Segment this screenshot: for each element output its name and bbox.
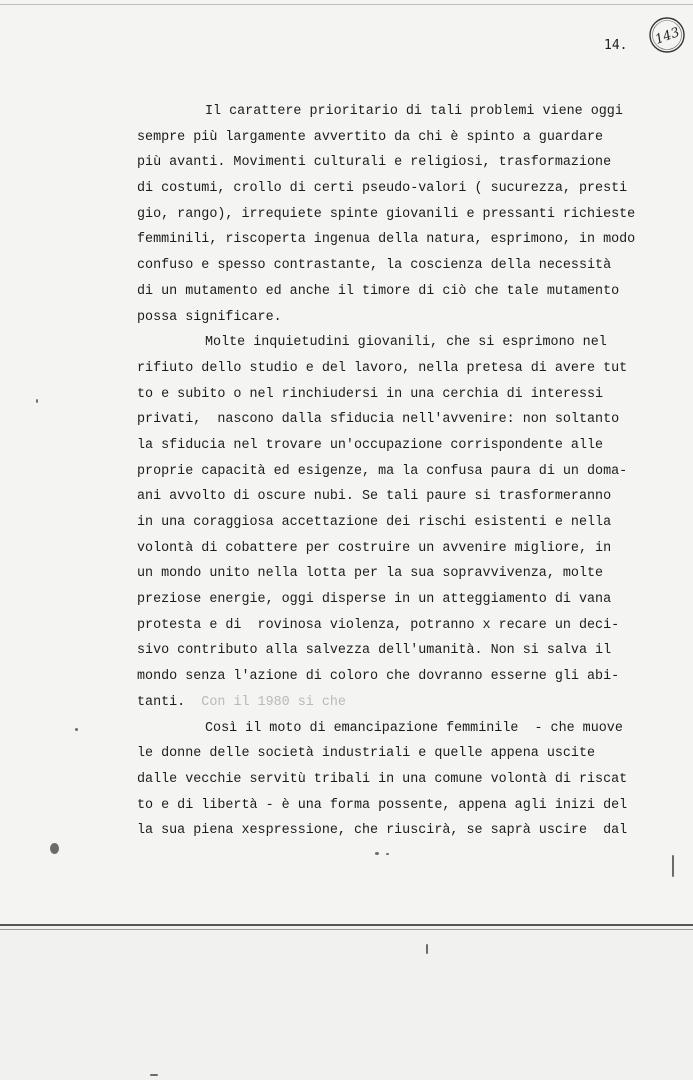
text-line-with-overstrike (137, 690, 667, 716)
stamp-number: 143 (653, 25, 682, 48)
text-line: un mondo unito nella lotta per la sua sopravvivenza, molte (137, 566, 604, 582)
body-text (137, 99, 667, 844)
text-line: di costumi, crollo di certi pseudo-valori ( sucurezza, presti (137, 181, 628, 197)
text-line: di un mutamento ed anche il timore di ciò che tale mutamento (137, 283, 620, 299)
text-line: dalle vecchie servitù tribali in una comune volontà di riscat (137, 771, 628, 787)
text-line: to e di libertà - è una forma possente, appena agli inizi del (137, 797, 628, 813)
top-edge-rule (0, 4, 693, 5)
page-number: 14. (604, 38, 628, 53)
underlying-sheet (0, 926, 693, 1080)
text-line-end: tanti. (137, 694, 186, 710)
text-line: le donne delle società industriali e quelle appena uscite (137, 746, 596, 762)
archive-stamp (648, 16, 686, 54)
margin-blemish (672, 855, 674, 877)
text-line: preziose energie, oggi disperse in un atteggiamento di vana (137, 592, 612, 608)
text-line: sivo contributo alla salvezza dell'umanità. Non si salva il (137, 643, 612, 659)
text-line: la sua piena xespressione, che riuscirà, se saprà uscire dal (137, 823, 628, 839)
text-line: femminili, riscoperta ingenua della natura, esprimono, in modo (137, 232, 636, 248)
text-line: ani avvolto di oscure nubi. Se tali paure si trasformeranno (137, 489, 612, 505)
sheet-edge-rule-secondary (0, 929, 693, 930)
margin-blemish (75, 728, 78, 731)
text-line: sempre più largamente avvertito da chi è spinto a guardare (137, 129, 604, 145)
text-line: privati, nascono dalla sfiducia nell'avvenire: non soltanto (137, 412, 620, 428)
margin-blemish (36, 399, 38, 403)
text-line: protesta e di rovinosa violenza, potranno x recare un deci- (137, 617, 620, 633)
text-line: to e subito o nel rinchiudersi in una cerchia di interessi (137, 386, 604, 402)
lower-sheet-blemish (150, 1074, 158, 1076)
lower-sheet-blemish (426, 944, 428, 954)
margin-blemish (375, 852, 379, 855)
faint-overstrike-text: Con il 1980 si che (201, 694, 346, 710)
text-line: mondo senza l'azione di coloro che dovranno esserne gli abi- (137, 669, 620, 685)
text-line: Il carattere prioritario di tali problemi viene oggi (205, 104, 623, 119)
text-line: proprie capacità ed esigenze, ma la confusa paura di un doma- (137, 463, 628, 479)
text-line: la sfiducia nel trovare un'occupazione corrispondente alle (137, 437, 604, 453)
margin-blemish (50, 843, 59, 854)
text-line: gio, rango), irrequiete spinte giovanili e pressanti richieste (137, 206, 636, 222)
text-line: rifiuto dello studio e del lavoro, nella pretesa di avere tut (137, 360, 628, 376)
text-line: volontà di cobattere per costruire un avvenire migliore, in (137, 540, 612, 556)
text-line: Molte inquietudini giovanili, che si esprimono nel (205, 335, 607, 351)
text-line: più avanti. Movimenti culturali e religiosi, trasformazione (137, 155, 612, 171)
text-line: confuso e spesso contrastante, la coscienza della necessità (137, 258, 612, 274)
text-line: Così il moto di emancipazione femminile - che muove (205, 720, 623, 736)
text-line: possa significare. (137, 309, 282, 325)
text-line: in una coraggiosa accettazione dei rischi esistenti e nella (137, 515, 612, 530)
margin-blemish (386, 853, 389, 855)
